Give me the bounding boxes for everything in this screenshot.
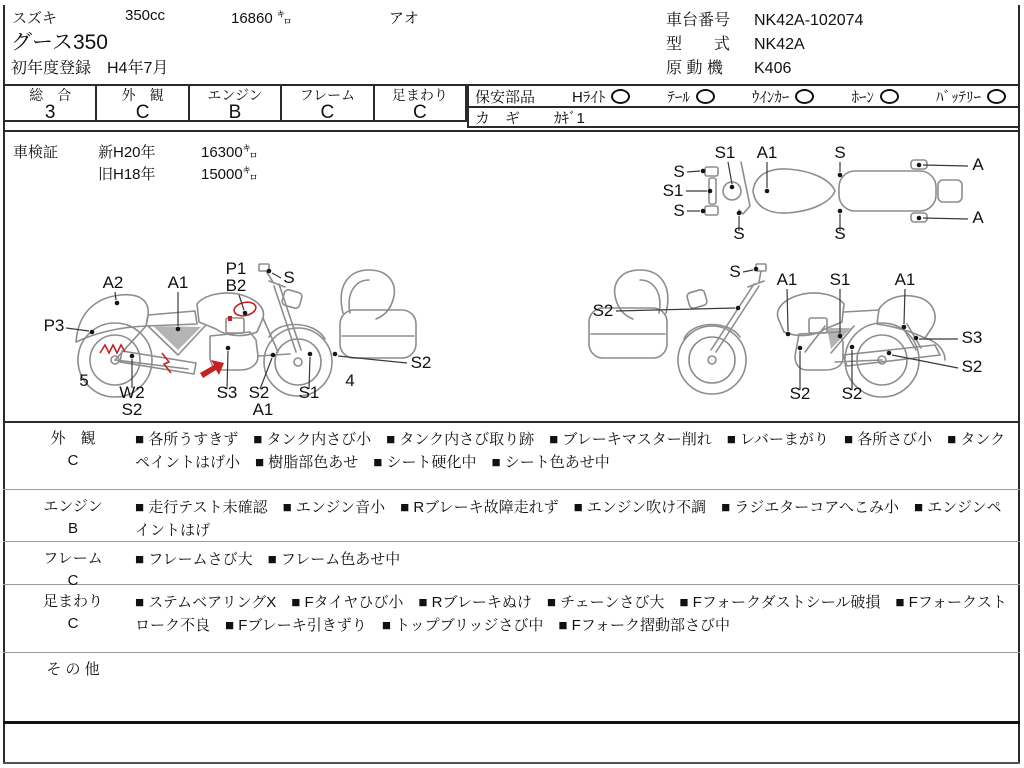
damage-code-label: B2	[225, 276, 247, 295]
model-code: 型 式 NK42A	[666, 36, 805, 53]
label-dot	[917, 216, 922, 221]
shaken-new-odo: 16300㌔	[201, 144, 258, 161]
note-item: ■ 各所うすきず	[135, 431, 239, 448]
label-leader-line	[272, 273, 281, 278]
pass-circle-mark	[696, 89, 715, 104]
chassis-number: 車台番号 NK42A-102074	[666, 12, 864, 29]
damage-code-label: W2	[119, 383, 145, 402]
label-leader-line	[338, 356, 407, 363]
note-item: ■ チェーンさび大	[546, 594, 665, 611]
damage-code-label: S2	[121, 400, 143, 419]
label-dot	[737, 211, 742, 216]
safety-item	[752, 86, 815, 107]
label-dot	[701, 169, 706, 174]
note-row-exterior	[3, 421, 1019, 489]
note-grade: C	[67, 572, 79, 589]
label-dot	[701, 209, 706, 214]
grade-undercarriage: 足まわり C	[391, 87, 448, 123]
damage-code-label: A1	[776, 270, 798, 289]
note-items	[135, 548, 1007, 571]
safety-item	[851, 86, 899, 107]
safety-item-name: ﾊﾞｯﾃﾘｰ	[935, 88, 981, 106]
bike-right-view-diagram	[583, 258, 1017, 424]
label-leader-line	[743, 270, 753, 272]
label-leader-line	[687, 171, 700, 172]
note-item: ■ Fブレーキ引きずり	[225, 617, 367, 634]
label-dot	[308, 352, 313, 357]
label-leader-line	[115, 292, 116, 300]
note-item: ■ Fフォーク摺動部さび中	[558, 617, 731, 634]
note-item: ■ 樹脂部色あせ	[255, 454, 359, 471]
note-items	[135, 591, 1007, 637]
note-item: ■ Fフォークダストシール破損	[679, 594, 881, 611]
label-dot	[914, 336, 919, 341]
damage-code-label: S1	[662, 181, 684, 200]
color: アオ	[389, 10, 419, 27]
label-dot	[786, 332, 791, 337]
damage-code-label: A2	[102, 273, 124, 292]
note-label: そ の 他	[46, 661, 100, 678]
label-dot	[333, 352, 338, 357]
damage-code-label: A1	[167, 273, 189, 292]
damage-code-label: S2	[410, 353, 432, 372]
label-leader-line	[904, 289, 905, 324]
damage-code-label: 5	[79, 371, 89, 390]
pass-circle-mark	[880, 89, 899, 104]
grade-row	[3, 84, 467, 122]
damage-code-label: S3	[961, 328, 983, 347]
damage-code-label: S	[834, 143, 846, 162]
safety-item-name: ﾎｰﾝ	[851, 88, 874, 106]
label-dot	[917, 163, 922, 168]
label-dot	[736, 306, 741, 311]
label-dot	[90, 330, 95, 335]
safety-item	[667, 86, 715, 107]
safety-parts-row	[469, 86, 1018, 108]
safety-item-name: ｳｲﾝｶｰ	[751, 88, 790, 106]
note-label: エンジン	[43, 498, 103, 515]
damage-code-label: P1	[225, 259, 247, 278]
note-item: ■ ブレーキマスター削れ	[549, 431, 712, 448]
note-item: ■ トップブリッジさび中	[381, 617, 544, 634]
note-item: ■ Rブレーキ故障走れず	[400, 499, 559, 516]
note-item: ■ ラジエターコアへこみ小	[721, 499, 900, 516]
damage-code-label: 4	[345, 371, 355, 390]
label-dot	[271, 353, 276, 358]
note-item: ■ 走行テスト未確認	[135, 499, 268, 516]
bike-top-view-art	[705, 160, 962, 222]
pass-circle-mark	[611, 89, 630, 104]
damage-code-label: S2	[248, 383, 270, 402]
engine-code: 原 動 機 K406	[666, 60, 792, 77]
label-dot	[887, 351, 892, 356]
shaken-new-reg: 新H20年	[98, 144, 156, 161]
note-grade: C	[67, 452, 79, 469]
damage-code-label: S	[834, 224, 846, 243]
note-grade: B	[67, 520, 78, 537]
mileage: 16860 ㌔	[231, 10, 292, 27]
damage-code-label: S1	[298, 383, 320, 402]
note-item: ■ エンジン音小	[282, 499, 386, 516]
note-item: ■ ステムベアリングX	[135, 594, 277, 611]
label-leader-line	[787, 289, 788, 331]
note-grade: C	[67, 615, 79, 632]
label-dot	[130, 354, 135, 359]
safety-parts-label: 保安部品	[475, 88, 536, 106]
safety-item-name: ﾃｰﾙ	[667, 88, 690, 106]
pass-circle-mark	[795, 89, 814, 104]
damage-code-label: S	[283, 268, 295, 287]
note-label: 外 観	[50, 430, 96, 447]
note-row-engine	[3, 489, 1019, 541]
label-dot	[765, 189, 770, 194]
bike-right-view-art	[589, 264, 945, 397]
label-dot	[730, 185, 735, 190]
shaken-label: 車検証	[13, 144, 59, 161]
displacement: 350cc	[125, 7, 166, 24]
damage-code-label: A	[972, 155, 984, 174]
damage-code-label: A1	[756, 143, 778, 162]
damage-code-label: S2	[789, 384, 811, 403]
main-box-top-line	[3, 130, 1020, 132]
label-dot	[902, 325, 907, 330]
model-name: グース350	[11, 31, 108, 54]
label-dot	[838, 173, 843, 178]
maker-name: スズキ	[12, 10, 58, 27]
safety-item-name: Hﾗｲﾄ	[572, 88, 606, 106]
shaken-old-odo: 15000㌔	[201, 166, 258, 183]
key-row	[469, 108, 1018, 126]
note-item: ■ フレームさび大	[135, 551, 253, 568]
bottom-border	[3, 762, 1020, 764]
first-registration: 初年度登録 H4年7月	[11, 60, 169, 77]
grade-exterior: 外 観 C	[97, 86, 189, 120]
damage-code-label: A	[972, 208, 984, 227]
safety-item	[572, 86, 630, 107]
note-item: ■ Fタイヤひび小	[291, 594, 404, 611]
label-dot	[798, 346, 803, 351]
safety-parts-box	[467, 84, 1020, 128]
label-dot	[243, 311, 248, 316]
label-dot	[850, 345, 855, 350]
damage-code-label: S2	[841, 384, 863, 403]
key-label: カ ギ	[475, 109, 521, 127]
label-dot	[838, 334, 843, 339]
damage-code-label: S	[673, 162, 685, 181]
key-value: ｶｷﾞ1	[554, 109, 585, 127]
note-label: フレーム	[43, 550, 103, 567]
bike-top-view-diagram	[655, 140, 1000, 242]
damage-code-label: S	[733, 224, 745, 243]
damage-code-label: S1	[829, 270, 851, 289]
label-leader-line	[923, 165, 968, 166]
note-item: ■ 各所さび小	[843, 431, 933, 448]
note-items	[135, 428, 1007, 474]
damage-code-label: S2	[961, 357, 983, 376]
note-row-undercarriage	[3, 584, 1019, 652]
damage-code-label: P3	[43, 316, 65, 335]
note-item: ■ フレーム色あせ中	[267, 551, 401, 568]
grade-total: 総 合 3	[5, 86, 97, 120]
pass-circle-mark	[987, 89, 1006, 104]
note-items	[135, 496, 1007, 542]
damage-code-label: S3	[216, 383, 238, 402]
damage-code-label: S1	[714, 143, 736, 162]
damage-code-label: A1	[252, 400, 274, 419]
note-item: ■ Fフォークストローク不良	[135, 594, 1007, 634]
label-dot	[267, 269, 272, 274]
shaken-old-reg: 旧H18年	[98, 166, 156, 183]
note-item: ■ タンクペイントはげ小	[135, 431, 1006, 471]
label-dot	[226, 346, 231, 351]
label-dot	[115, 301, 120, 306]
note-item: ■ エンジンペイントはげ	[135, 499, 1002, 539]
label-leader-line	[728, 162, 732, 184]
note-item: ■ タンク内さび取り跡	[386, 431, 535, 448]
label-dot	[754, 267, 759, 272]
label-leader-line	[923, 218, 968, 219]
note-item: ■ レバーまがり	[726, 431, 829, 448]
note-item: ■ シート硬化中	[373, 454, 477, 471]
note-label: 足まわり	[42, 593, 103, 610]
bike-left-view-diagram	[38, 258, 462, 424]
label-dot	[176, 327, 181, 332]
damage-code-label: S2	[592, 301, 614, 320]
damage-code-label: S	[729, 262, 741, 281]
note-item: ■ Rブレーキぬけ	[418, 594, 532, 611]
grade-frame: フレーム C	[282, 86, 374, 120]
grade-engine: エンジン B	[190, 86, 282, 120]
note-row-frame	[3, 541, 1019, 589]
note-item: ■ エンジン吹け不調	[573, 499, 707, 516]
note-item: ■ タンク内さび小	[253, 431, 372, 448]
label-dot	[708, 189, 713, 194]
damage-code-label: S	[673, 201, 685, 220]
thick-divider	[3, 721, 1020, 724]
damage-code-label: A1	[894, 270, 916, 289]
safety-item	[936, 86, 1006, 107]
note-row-other	[3, 652, 1019, 721]
label-dot	[838, 209, 843, 214]
note-item: ■ シート色あせ中	[491, 454, 610, 471]
